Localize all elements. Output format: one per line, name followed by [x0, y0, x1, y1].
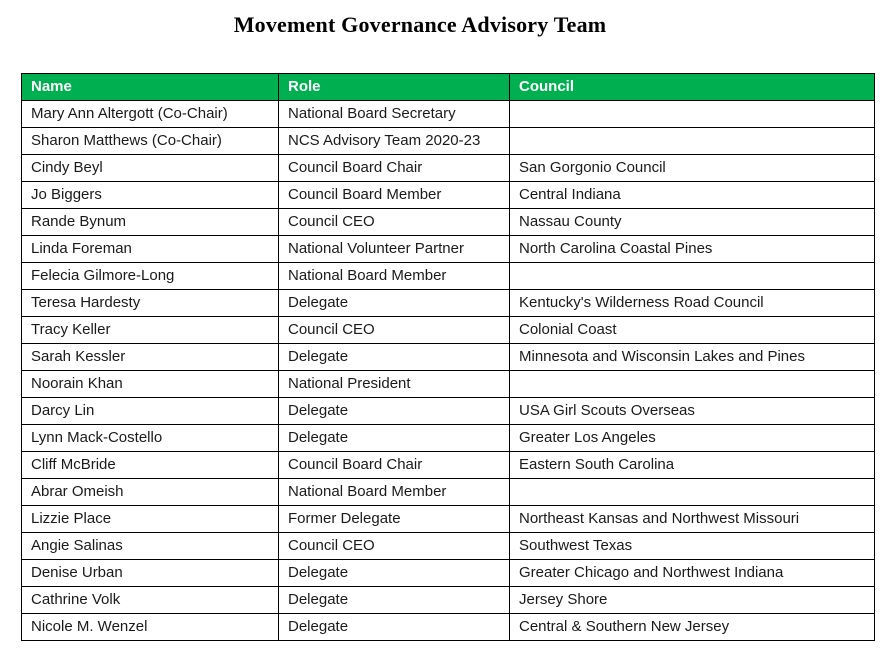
cell-name: Lizzie Place — [22, 506, 279, 533]
column-header-name: Name — [22, 74, 279, 101]
table-row — [22, 128, 875, 155]
cell-name: Lynn Mack-Costello — [22, 425, 279, 452]
cell-name: Sharon Matthews (Co-Chair) — [22, 128, 279, 155]
table-body — [22, 101, 875, 641]
column-header-council: Council — [510, 74, 875, 101]
cell-name: Teresa Hardesty — [22, 290, 279, 317]
cell-name: Cliff McBride — [22, 452, 279, 479]
table-row — [22, 587, 875, 614]
cell-council: Northeast Kansas and Northwest Missouri — [510, 506, 875, 533]
cell-role: Delegate — [279, 425, 510, 452]
cell-role: NCS Advisory Team 2020-23 — [279, 128, 510, 155]
cell-council — [510, 128, 875, 155]
cell-council — [510, 479, 875, 506]
cell-council: Colonial Coast — [510, 317, 875, 344]
table-row — [22, 101, 875, 128]
cell-council: San Gorgonio Council — [510, 155, 875, 182]
table-row — [22, 317, 875, 344]
cell-name: Jo Biggers — [22, 182, 279, 209]
cell-name: Mary Ann Altergott (Co-Chair) — [22, 101, 279, 128]
cell-council — [510, 101, 875, 128]
cell-council: USA Girl Scouts Overseas — [510, 398, 875, 425]
cell-council: Jersey Shore — [510, 587, 875, 614]
table-row — [22, 506, 875, 533]
table-row — [22, 371, 875, 398]
table-row — [22, 344, 875, 371]
cell-council: North Carolina Coastal Pines — [510, 236, 875, 263]
cell-council — [510, 371, 875, 398]
cell-role: Delegate — [279, 398, 510, 425]
cell-name: Cathrine Volk — [22, 587, 279, 614]
table-row — [22, 533, 875, 560]
members-table — [21, 73, 875, 641]
page-title: Movement Governance Advisory Team — [233, 12, 607, 37]
table-row — [22, 614, 875, 641]
table-row — [22, 236, 875, 263]
cell-council: Southwest Texas — [510, 533, 875, 560]
table-header — [22, 74, 875, 101]
cell-council: Greater Chicago and Northwest Indiana — [510, 560, 875, 587]
cell-council — [510, 263, 875, 290]
table-row — [22, 290, 875, 317]
cell-role: Delegate — [279, 290, 510, 317]
table-row — [22, 398, 875, 425]
cell-name: Tracy Keller — [22, 317, 279, 344]
cell-council: Central & Southern New Jersey — [510, 614, 875, 641]
cell-role: Delegate — [279, 560, 510, 587]
cell-role: National Board Secretary — [279, 101, 510, 128]
cell-role: Delegate — [279, 587, 510, 614]
table-row — [22, 560, 875, 587]
cell-name: Rande Bynum — [22, 209, 279, 236]
cell-name: Noorain Khan — [22, 371, 279, 398]
cell-council: Kentucky's Wilderness Road Council — [510, 290, 875, 317]
cell-name: Felecia Gilmore-Long — [22, 263, 279, 290]
table-row — [22, 209, 875, 236]
cell-name: Linda Foreman — [22, 236, 279, 263]
cell-name: Nicole M. Wenzel — [22, 614, 279, 641]
cell-role: Former Delegate — [279, 506, 510, 533]
table-row — [22, 263, 875, 290]
cell-name: Denise Urban — [22, 560, 279, 587]
cell-council: Greater Los Angeles — [510, 425, 875, 452]
cell-role: National President — [279, 371, 510, 398]
cell-name: Darcy Lin — [22, 398, 279, 425]
cell-role: Council Board Chair — [279, 155, 510, 182]
cell-role: Delegate — [279, 344, 510, 371]
cell-council: Eastern South Carolina — [510, 452, 875, 479]
cell-role: National Volunteer Partner — [279, 236, 510, 263]
cell-role: Delegate — [279, 614, 510, 641]
table-row — [22, 182, 875, 209]
cell-council: Minnesota and Wisconsin Lakes and Pines — [510, 344, 875, 371]
cell-role: Council CEO — [279, 317, 510, 344]
table-row — [22, 425, 875, 452]
cell-role: National Board Member — [279, 263, 510, 290]
table-row — [22, 479, 875, 506]
cell-role: Council CEO — [279, 533, 510, 560]
cell-name: Sarah Kessler — [22, 344, 279, 371]
cell-role: Council Board Member — [279, 182, 510, 209]
cell-council: Central Indiana — [510, 182, 875, 209]
cell-role: Council CEO — [279, 209, 510, 236]
cell-name: Cindy Beyl — [22, 155, 279, 182]
header-row — [22, 74, 875, 101]
cell-name: Angie Salinas — [22, 533, 279, 560]
column-header-role: Role — [279, 74, 510, 101]
cell-council: Nassau County — [510, 209, 875, 236]
cell-name: Abrar Omeish — [22, 479, 279, 506]
cell-role: Council Board Chair — [279, 452, 510, 479]
table-row — [22, 155, 875, 182]
table-row — [22, 452, 875, 479]
cell-role: National Board Member — [279, 479, 510, 506]
